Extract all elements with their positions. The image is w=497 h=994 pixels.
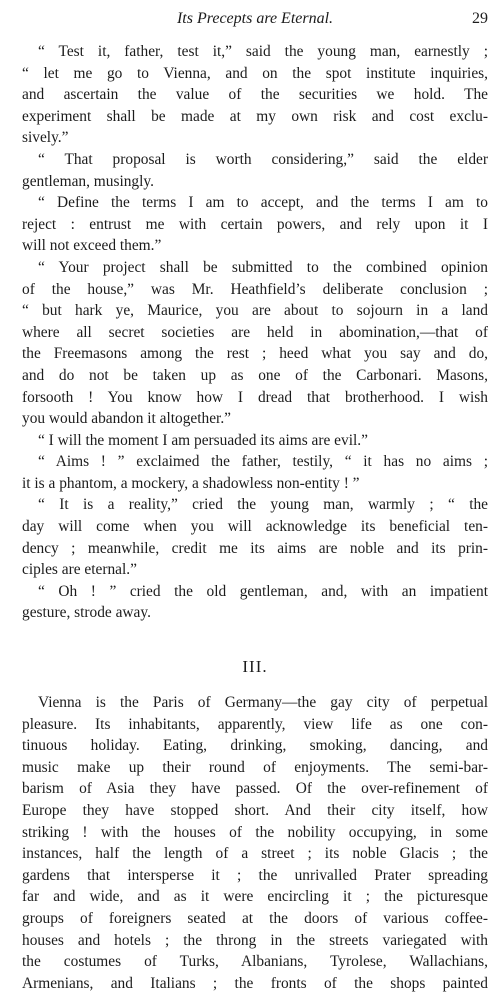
text-line: houses and hotels ; the throng in the streets variegated with [22,931,488,949]
text-line: far and wide, and as it were encircling it ; the picturesque [22,888,488,906]
text-line: “ Define the terms I am to accept, and the terms I am to [38,194,488,212]
text-line: barism of Asia they have passed. Of the over-refinement of [22,780,488,798]
text-line: Europe they have stopped short. And their city itself, how [22,802,488,819]
text-line: the Freemasons among the rest ; heed what you say and do, [22,345,488,363]
text-line: forsooth ! You know how I dread that brotherhood. I wish [22,388,488,406]
text-line: ciples are eternal.” [22,561,137,579]
text-line: music make up their round of enjoyments. The semi-bar- [22,758,488,776]
text-line: you would abandon it altogether.” [22,410,232,428]
text-line: “ let me go to Vienna, and on the spot institute inquiries, [22,64,488,82]
text-line: dency ; meanwhile, credit me its aims are noble and its prin- [22,539,488,557]
text-line: tinuous holiday. Eating, drinking, smoking, dancing, and [22,737,488,755]
section-heading: III. [242,657,268,677]
text-line: groups of foreigners seated at the doors of various coffee- [22,909,488,927]
text-line: “ Your project shall be submitted to the combined opinion [38,258,488,276]
text-line: pleasure. Its inhabitants, apparently, view life as one con- [22,715,488,733]
text-line: sively.” [22,129,69,147]
section-gap [22,624,488,642]
text-line: it is a phantom, a mockery, a shadowless non-entity ! ” [22,474,360,492]
text-line: “ Aims ! ” exclaimed the father, testily, “ it has no aims ; [38,453,488,471]
text-line: “ Test it, father, test it,” said the young man, earnestly ; [38,43,488,60]
page-header [22,8,488,30]
text-line: gentleman, musingly. [22,172,154,190]
page-number: 29 [472,10,488,27]
text-line: “ Oh ! ” cried the old gentleman, and, with an impatient [38,582,488,600]
page-body [22,41,488,994]
text-line: and ascertain the value of the securities we hold. The [22,86,488,104]
text-line: experiment shall be made at my own risk and cost exclu- [22,107,488,125]
text-line: Armenians, and Italians ; the fronts of the shops painted [22,974,488,992]
text-line: gardens that intersperse it ; the unrivalled Prater spreading [22,866,488,884]
text-line: instances, half the length of a street ; its noble Glacis ; the [22,845,488,863]
text-line: will not exceed them.” [22,237,162,255]
text-line: and do not be taken up as one of the Carbonari. Masons, [22,366,488,384]
text-line: gesture, strode away. [22,604,151,622]
text-line: reject : entrust me with certain powers, and rely upon it I [22,215,488,233]
text-line: Vienna is the Paris of Germany—the gay city of perpetual [38,694,488,712]
text-line: “ That proposal is worth considering,” said the elder [38,150,488,168]
text-line: day will come when you will acknowledge its beneficial ten- [22,518,488,536]
text-line: “ but hark ye, Maurice, you are about to sojourn in a land [22,302,488,320]
text-line: the costumes of Turks, Albanians, Tyrolese, Wallachians, [22,953,488,971]
running-title: Its Precepts are Eternal. [176,10,334,27]
text-line: of the house,” was Mr. Heathfield’s deliberate conclusion ; [22,280,488,298]
text-line: “ It is a reality,” cried the young man, warmly ; “ the [38,496,488,514]
text-line: “ I will the moment I am persuaded its aims are evil.” [38,431,368,449]
text-line: striking ! with the houses of the nobility occupying, in some [22,823,488,841]
text-line: where all secret societies are held in abomination,—that of [22,323,488,341]
